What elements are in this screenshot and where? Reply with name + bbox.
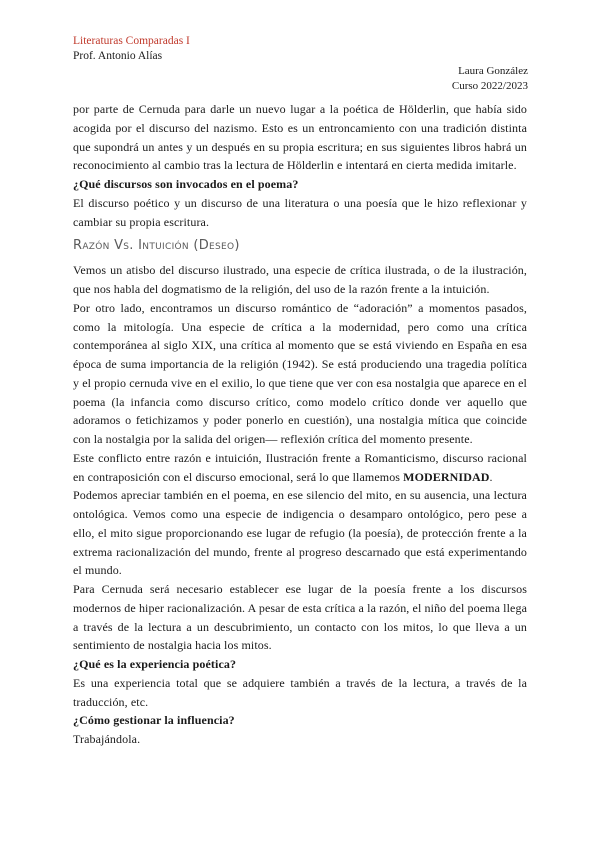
header-right xyxy=(452,64,528,93)
question-discursos: ¿Qué discursos son invocados en el poema? xyxy=(73,177,299,191)
question-experiencia: ¿Qué es la experiencia poética? xyxy=(73,657,237,671)
question-influencia: ¿Cómo gestionar la influencia? xyxy=(73,713,235,728)
paragraph-1: por parte de Cernuda para darle un nuevo lugar a la poética de Hölderlin, que había sido acogida por el discurso del nazismo. Esto es un entroncamiento con una tradición distinta que supondrá un antes y un después en su propia escritura; en sus siguientes libros habrá un reconocimiento al cambio tras la lectura de Hölderlin e intentará en cierta medida imitarle. xyxy=(73,102,527,173)
header-left xyxy=(73,34,190,64)
paragraph-8: Es una experiencia total que se adquiere también a través de la lectura, a través de la traducción, etc. xyxy=(73,675,527,709)
modernidad-emphasis: MODERNIDAD xyxy=(403,469,490,484)
paragraph-5 xyxy=(73,449,527,487)
paragraph-4: Por otro lado, encontramos un discurso romántico de “adoración” a momentos pasados, como la mitología. Una especie de crítica a la modernidad, pero como una crítica contemporánea al siglo XIX, una crítica al momento que se está viviendo en España en esa época de suma importancia de la religión (1942). Se está produciendo una tragedia política y el propio cernuda vive en el exilio, lo que tiene que ver con esa nostalgia que aparece en el poema (la infancia como discurso crítico, como modelo crítico donde ver aquello que adoramos o fetichizamos y poder ponerlo en cuestión), una nostalgia mítica que coincide con la nostalgia por la salida del origen— reflexión crítica del momento presente. xyxy=(73,300,527,446)
paragraph-3: Vemos un atisbo del discurso ilustrado, una especie de crítica ilustrada, o de la ilustración, que nos habla del dogmatismo de la religión, del uso de la razón frente a la intuición. xyxy=(73,263,527,296)
paragraph-6: Podemos apreciar también en el poema, en ese silencio del mito, en su ausencia, una lectura ontológica. Vemos como una especie de indigencia o desamparo ontológico, pero pese a ello, el mito sigue proporcionando ese lugar de refugio (la poesía), de protección frente a la extrema racionalización del mundo, frente al progreso descarnado que está experimentando el mundo. xyxy=(73,488,527,578)
author-name: Laura González xyxy=(458,65,528,77)
paragraph-9: Trabajándola. xyxy=(73,732,141,746)
paragraph-5-end: . xyxy=(489,469,493,484)
professor-name: Prof. Antonio Alías xyxy=(73,50,163,62)
paragraph-7: Para Cernuda será necesario establecer ese lugar de la poesía frente a los discursos modernos de hiper racionalización. A pesar de esta crítica a la razón, el niño del poema llega a través de la lectura a un descubrimiento, un contacto con los mitos, lo que lleva a un sentimiento de nostalgia hacia los mitos. xyxy=(73,582,527,653)
paragraph-5-text: Este conflicto entre razón e intuición, Ilustración frente a Romanticismo, discurso racional en contraposición con el discurso emocional, será lo que llamemos xyxy=(73,450,527,484)
course-title: Literaturas Comparadas I xyxy=(73,35,190,47)
paragraph-2: El discurso poético y un discurso de una literatura o una poesía que le hizo reflexionar y cambiar su propia escritura. xyxy=(73,195,527,229)
section-heading: Razón Vs. Intuición (Deseo) xyxy=(73,238,240,254)
document-body xyxy=(73,100,527,749)
academic-year: Curso 2022/2023 xyxy=(451,79,528,92)
